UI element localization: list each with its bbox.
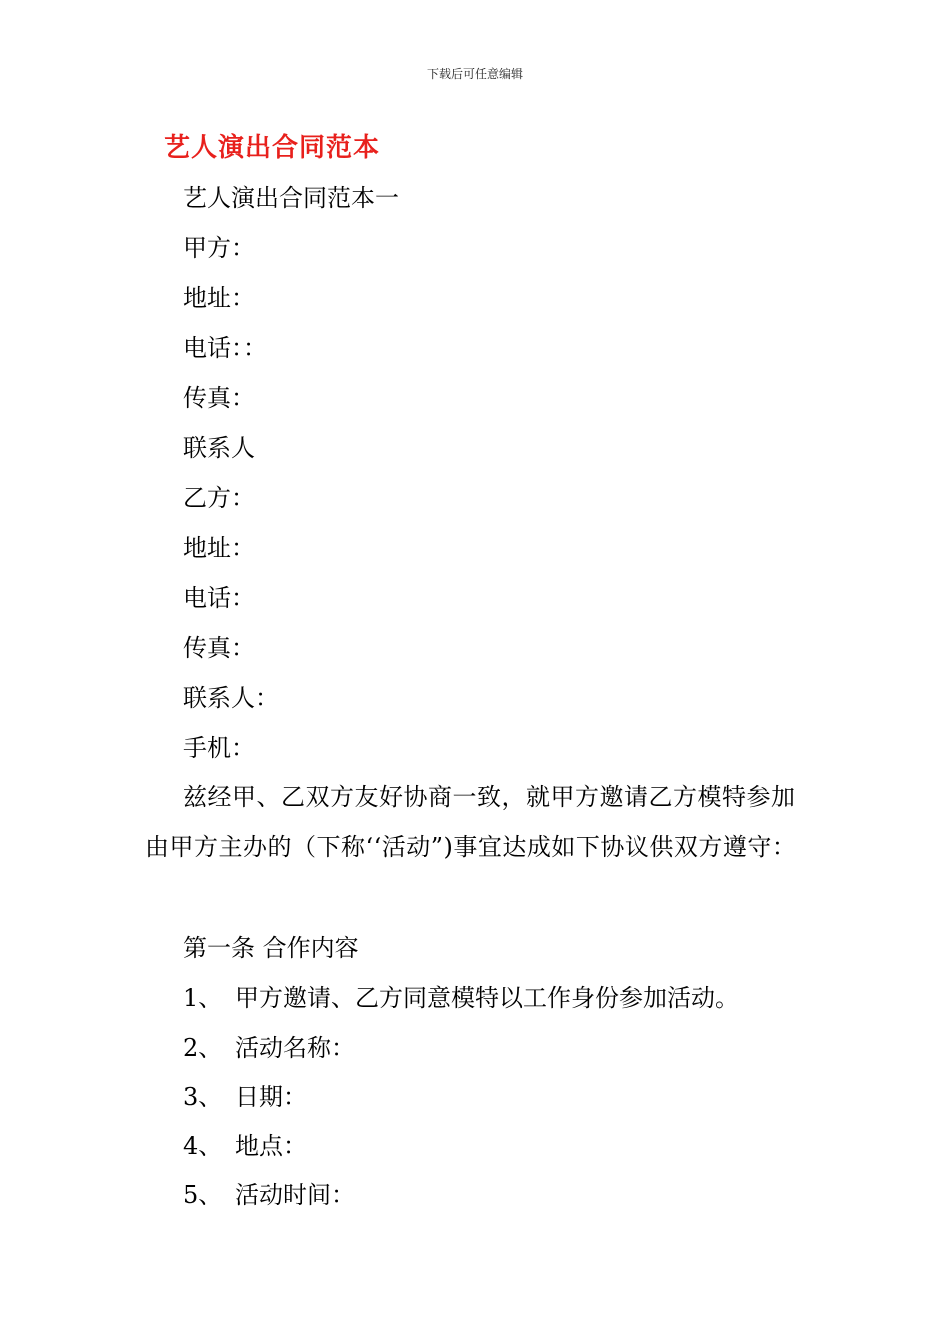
party-a-phone: 电话：： [183, 334, 267, 362]
header-note: 下载后可任意编辑 [426, 67, 523, 81]
party-a-fax: 传真： [183, 384, 255, 412]
list-item [183, 1031, 355, 1065]
list-item-number: 1、 [183, 984, 223, 1012]
list-item [183, 1080, 307, 1114]
party-b-mobile: 手机： [183, 734, 255, 762]
list-item-text: 活动名称： [235, 1034, 355, 1062]
party-a-address: 地址： [183, 284, 255, 312]
party-b-address: 地址： [183, 534, 255, 562]
list-item-number: 4、 [183, 1132, 223, 1160]
party-b-contact: 联系人： [183, 684, 279, 712]
list-item-text: 活动时间： [235, 1181, 355, 1209]
article1-heading: 第一条 合作内容 [183, 934, 359, 962]
party-a-label: 甲方： [183, 234, 255, 262]
list-item [183, 1129, 307, 1163]
party-b-label: 乙方： [183, 484, 255, 512]
party-a-contact: 联系人 [183, 434, 255, 462]
list-item-text: 甲方邀请、乙方同意模特以工作身份参加活动。 [235, 984, 739, 1012]
list-item [183, 981, 739, 1015]
list-item-text: 地点： [235, 1132, 307, 1160]
list-item-text: 日期： [235, 1083, 307, 1111]
list-item [183, 1178, 355, 1212]
document-title: 艺人演出合同范本 [164, 133, 381, 163]
list-item-number: 3、 [183, 1083, 223, 1111]
document-subtitle: 艺人演出合同范本一 [183, 184, 399, 212]
intro-paragraph: 兹经甲、乙双方友好协商一致，就甲方邀请乙方模特参加由甲方主办的（下称‘‘活动”)事宜达成如下协议供双方遵守： [145, 783, 797, 861]
party-b-phone: 电话： [183, 584, 255, 612]
party-b-fax: 传真： [183, 634, 255, 662]
list-item-number: 2、 [183, 1034, 223, 1062]
list-item-number: 5、 [183, 1181, 223, 1209]
